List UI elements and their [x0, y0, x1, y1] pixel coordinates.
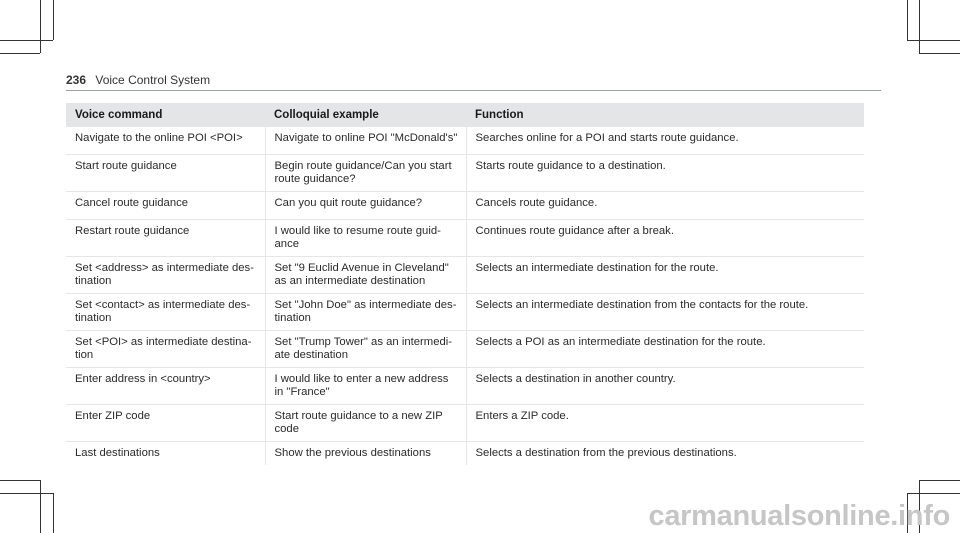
crop-mark	[907, 0, 908, 40]
example-cell: Show the previous destinations	[265, 442, 466, 466]
function-cell: Searches online for a POI and starts route guidance.	[466, 127, 864, 155]
crop-mark	[919, 53, 960, 54]
voice-command-cell: Restart route guidance	[66, 220, 265, 257]
crop-mark	[40, 0, 41, 53]
table-row	[66, 220, 864, 257]
table-row	[66, 155, 864, 192]
crop-mark	[919, 0, 920, 53]
crop-mark	[0, 40, 53, 41]
example-cell: I would like to resume route guid-ance	[265, 220, 466, 257]
function-cell: Continues route guidance after a break.	[466, 220, 864, 257]
page-header	[66, 73, 210, 87]
section-title: Voice Control System	[95, 73, 211, 87]
crop-mark	[53, 493, 54, 533]
table-row	[66, 405, 864, 442]
column-header-function: Function	[466, 103, 864, 127]
table-row	[66, 192, 864, 220]
voice-command-cell: Enter ZIP code	[66, 405, 265, 442]
function-cell: Cancels route guidance.	[466, 192, 864, 220]
example-cell: Begin route guidance/Can you start route guidance?	[265, 155, 466, 192]
example-cell: Set "9 Euclid Avenue in Cleveland" as an intermediate destination	[265, 257, 466, 294]
crop-mark	[40, 480, 41, 533]
function-cell: Selects a POI as an intermediate destination for the route.	[466, 331, 864, 368]
function-cell: Starts route guidance to a destination.	[466, 155, 864, 192]
example-cell: Set "Trump Tower" as an intermedi-ate destination	[265, 331, 466, 368]
function-cell: Enters a ZIP code.	[466, 405, 864, 442]
example-cell: I would like to enter a new address in "France"	[265, 368, 466, 405]
example-cell: Set "John Doe" as intermediate des-tination	[265, 294, 466, 331]
function-cell: Selects a destination from the previous destinations.	[466, 442, 864, 466]
crop-mark	[0, 53, 40, 54]
column-header-colloquial-example: Colloquial example	[265, 103, 466, 127]
voice-command-cell: Start route guidance	[66, 155, 265, 192]
crop-mark	[0, 493, 53, 494]
table-row	[66, 368, 864, 405]
function-cell: Selects an intermediate destination from the contacts for the route.	[466, 294, 864, 331]
crop-mark	[907, 493, 960, 494]
function-cell: Selects a destination in another country.	[466, 368, 864, 405]
table-row	[66, 257, 864, 294]
voice-command-cell: Set <address> as intermediate des-tination	[66, 257, 265, 294]
crop-mark	[0, 480, 40, 481]
table-row	[66, 294, 864, 331]
voice-command-cell: Navigate to the online POI <POI>	[66, 127, 265, 155]
page-number: 236	[66, 73, 87, 87]
table-row	[66, 127, 864, 155]
table-header-row	[66, 103, 864, 127]
voice-command-cell: Cancel route guidance	[66, 192, 265, 220]
voice-command-cell: Enter address in <country>	[66, 368, 265, 405]
watermark: carmanualsonline.info	[648, 500, 950, 532]
column-header-voice-command: Voice command	[66, 103, 265, 127]
voice-command-table	[66, 103, 864, 465]
example-cell: Navigate to online POI "McDonald's"	[265, 127, 466, 155]
header-divider	[66, 90, 881, 91]
crop-mark	[53, 0, 54, 40]
table-row	[66, 331, 864, 368]
crop-mark	[919, 480, 960, 481]
table-row	[66, 442, 864, 466]
voice-command-cell: Set <contact> as intermediate des-tination	[66, 294, 265, 331]
function-cell: Selects an intermediate destination for the route.	[466, 257, 864, 294]
voice-command-cell: Last destinations	[75, 447, 160, 459]
voice-command-cell: Set <POI> as intermediate destina-tion	[66, 331, 265, 368]
example-cell: Can you quit route guidance?	[265, 192, 466, 220]
crop-mark	[907, 40, 960, 41]
example-cell: Start route guidance to a new ZIP code	[265, 405, 466, 442]
